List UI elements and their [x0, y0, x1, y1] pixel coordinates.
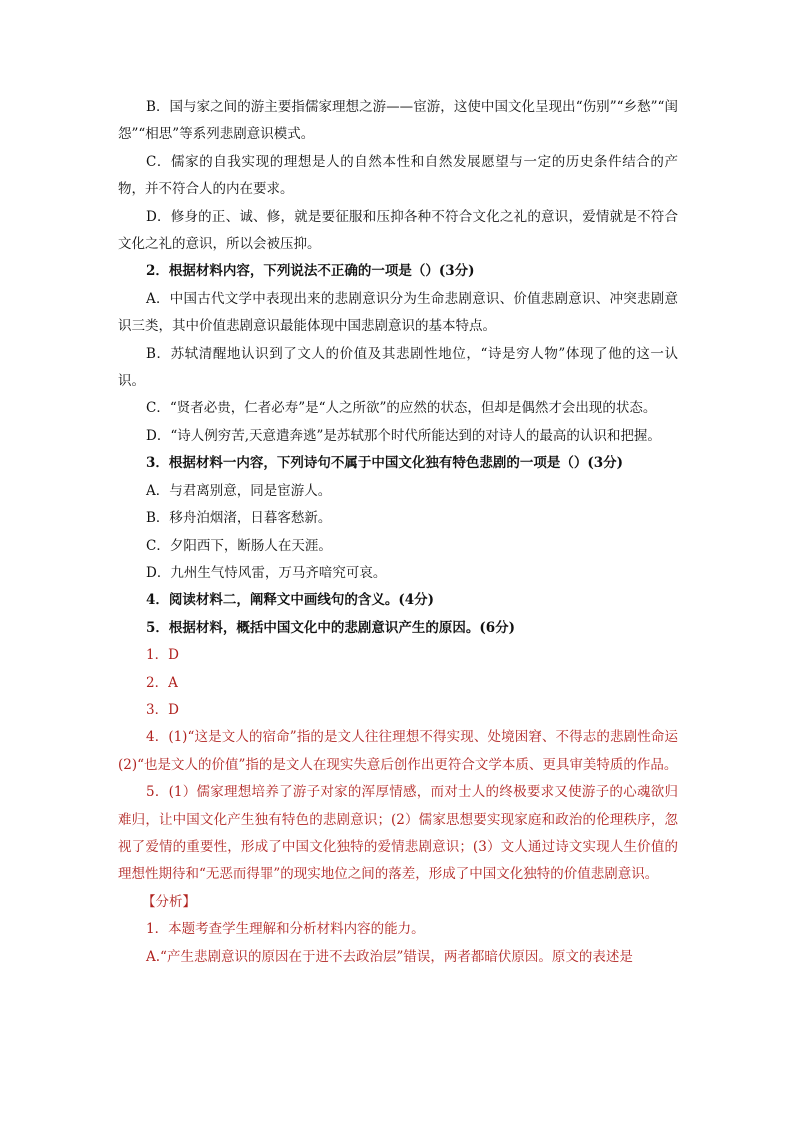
option-c-q3: C．夕阳西下，断肠人在天涯。	[146, 537, 332, 554]
option-b-q3: B．移舟泊烟渚，日暮客愁新。	[146, 510, 332, 527]
option-d-q3: D．九州生气恃风雷，万马齐喑究可哀。	[146, 564, 387, 581]
answer-5: 5．(1）儒家理想培养了游子对家的浑厚情感，而对士人的终极要求又使游子的心魂欲归难归，让中国文化产生独有特色的悲剧意识；(2）儒家思想要实现家庭和政治的伦理秩序，忽视了爱情的重要性，形成了中国文化独特的爱情悲剧意识；(3）文人通过诗文实现人生价值的理想性期待和“无恶而得罪”的现实地位之间的落差，形成了中国文化独特的价值悲剧意识。	[118, 784, 678, 883]
option-c-q1: C．儒家的自我实现的理想是人的自然本性和自然发展愿望与一定的历史条件结合的产物，并不符合人的内在要求。	[118, 153, 678, 198]
option-b-q1: B．国与家之间的游主要指儒家理想之游——宦游，这使中国文化呈现出“伤别”“乡愁”“闺怨”“相思”等系列悲剧意识模式。	[118, 99, 678, 143]
option-a-q3: A．与君离别意，同是宦游人。	[146, 482, 332, 499]
option-a-q2: A．中国古代文学中表现出来的悲剧意识分为生命悲剧意识、价值悲剧意识、冲突悲剧意识三类，其中价值悲剧意识最能体现中国悲剧意识的基本特点。	[118, 290, 678, 335]
option-d-q1: D．修身的正、诚、修，就是要征服和压抑各种不符合文化之礼的意识，爱情就是不符合文化之礼的意识，所以会被压抑。	[118, 208, 678, 253]
analysis-1-a: A.“产生悲剧意识的原因在于进不去政治层”错误，两者都暗伏原因。原文的表述是	[146, 948, 633, 965]
analysis-1: 1．本题考查学生理解和分析材料内容的能力。	[146, 921, 425, 938]
analysis-heading: 【分析】	[142, 893, 196, 910]
option-c-q2: C．“贤者必贵，仁者必寿”是“人之所欲”的应然的状态，但却是偶然才会出现的状态。	[146, 400, 657, 417]
question-3: 3．根据材料一内容，下列诗句不属于中国文化独有特色悲剧的一项是（）(3分)	[146, 455, 624, 472]
question-2: 2．根据材料内容，下列说法不正确的一项是（）(3分)	[146, 263, 475, 280]
question-5: 5．根据材料，概括中国文化中的悲剧意识产生的原因。(6分)	[146, 619, 516, 636]
answer-2: 2．A	[146, 674, 178, 691]
answer-3: 3．D	[146, 701, 179, 718]
document-body	[118, 94, 678, 971]
answer-1: 1．D	[146, 647, 179, 664]
option-d-q2: D．“诗人例穷苦,天意遣奔逃”是苏轼那个时代所能达到的对诗人的最高的认识和把握。	[146, 427, 661, 444]
option-b-q2: B．苏轼清醒地认识到了文人的价值及其悲剧性地位，“诗是穷人物”体现了他的这一认识。	[118, 345, 678, 390]
answer-4: 4．(1)“这是文人的宿命”指的是文人往往理想不得实现、处境困窘、不得志的悲剧性命运(2)“也是文人的价值”指的是文人在现实失意后创作出更符合文学本质、更具审美特质的作品。	[118, 729, 678, 773]
question-4: 4．阅读材料二，阐释文中画线句的含义。(4分)	[146, 592, 435, 609]
